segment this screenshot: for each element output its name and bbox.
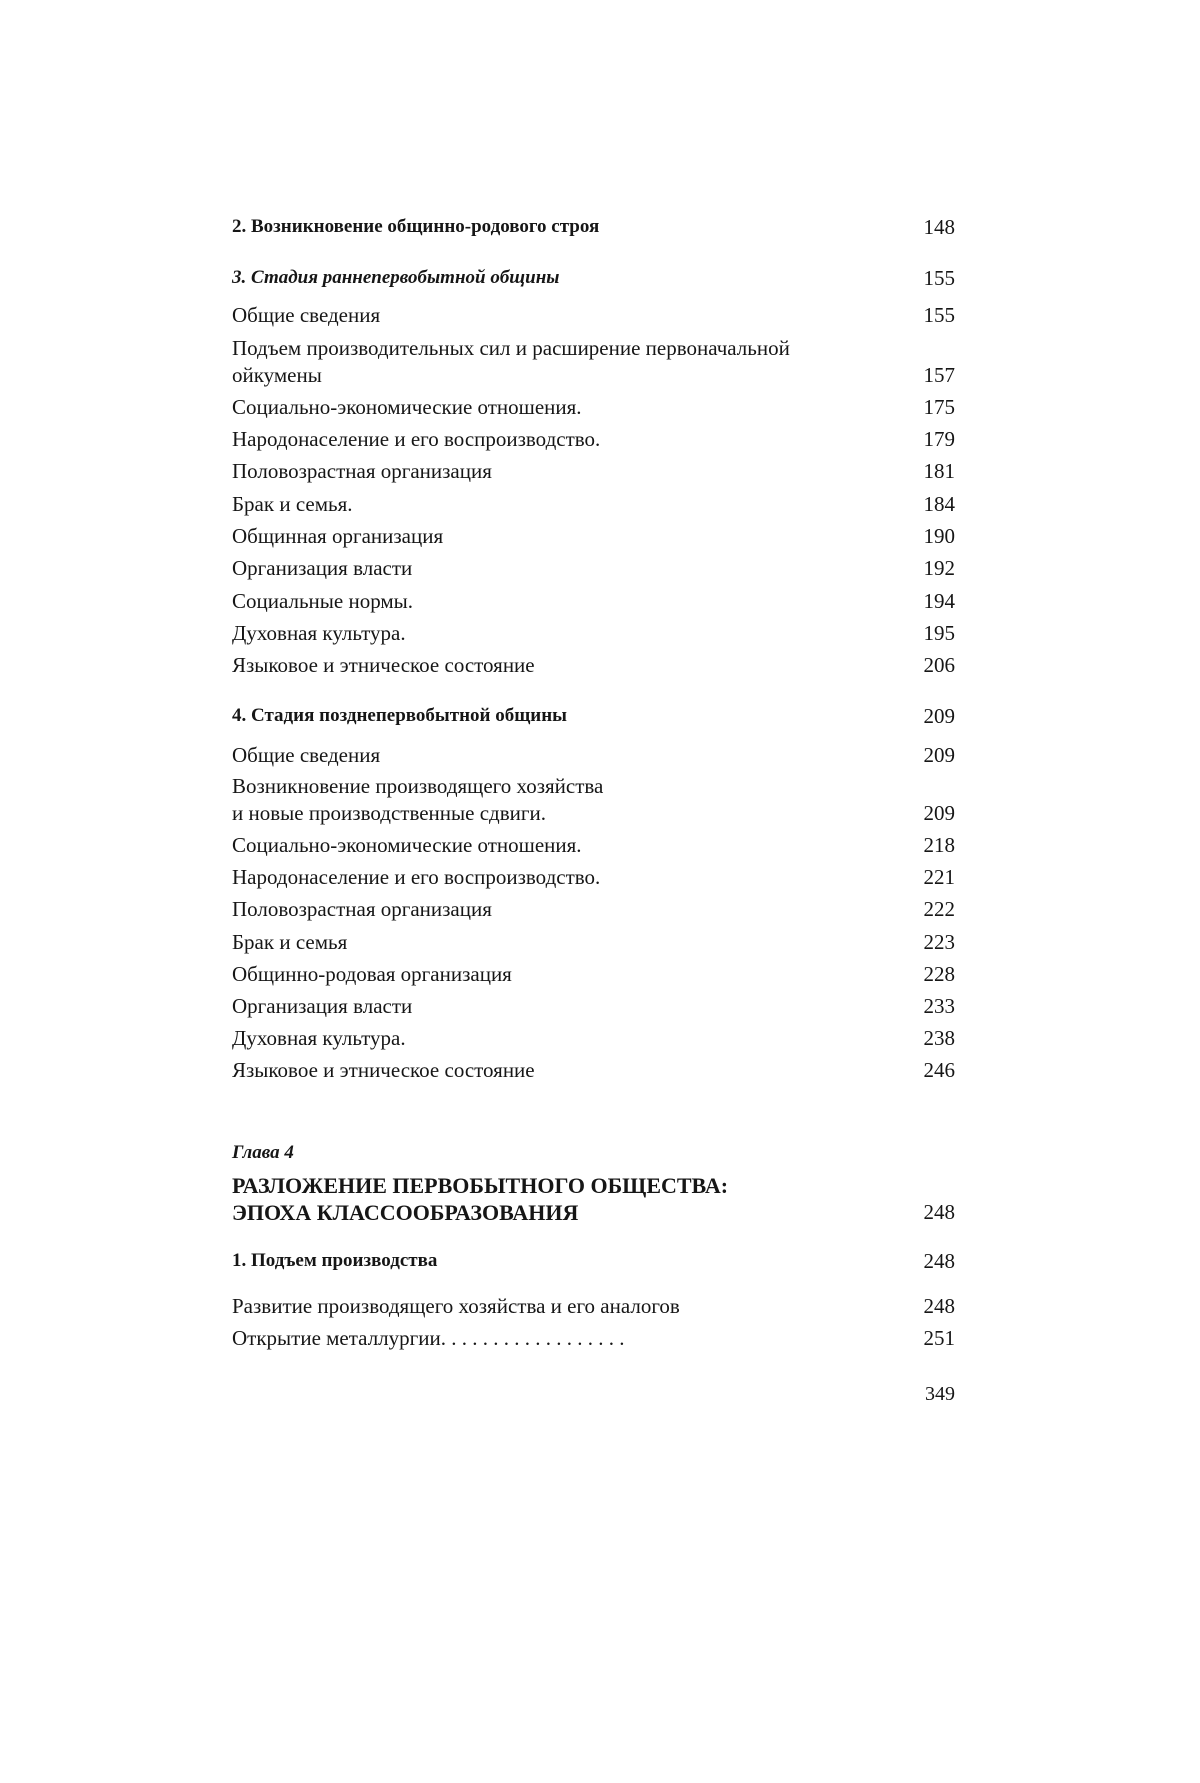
entry-title: Брак и семья. [232,492,353,516]
entry-title: Организация власти [232,994,413,1018]
section-number: 4. [232,705,247,726]
entry-title: Общие сведения [232,743,381,767]
entry-title: Организация власти [232,556,413,580]
page-ref: 194 [923,589,955,613]
section-heading [232,705,567,727]
section-heading [232,216,599,238]
page-ref: 190 [923,524,955,548]
page-ref: 248 [923,1294,955,1318]
page-ref: 184 [923,492,955,516]
page-ref: 148 [923,215,955,239]
entry-title: Социальные нормы. [232,589,414,613]
page-ref: 218 [923,833,955,857]
page-ref: 209 [923,704,955,728]
entry-title: Половозрастная организация [232,897,492,921]
section-title: Стадия раннепервобытной общины [251,267,560,288]
section-title: Стадия позднепервобытной общины [251,705,568,726]
entry-title: Социально-экономические отношения. [232,833,582,857]
entry-title: Общинная организация [232,524,444,548]
page-ref: 248 [923,1200,955,1224]
page-ref: 155 [923,266,955,290]
entry-title: Социально-экономические отношения. [232,395,582,419]
page-ref: 248 [923,1249,955,1273]
entry-title: Языковое и этническое состояние [232,1058,535,1082]
page-ref: 175 [923,395,955,419]
entry-title: Развитие производящего хозяйства и его аналогов [232,1294,680,1318]
page-ref: 206 [923,653,955,677]
page-ref: 233 [923,994,955,1018]
entry-title-line: Подъем производительных сил и расширение первоначальной [232,336,790,360]
page-ref: 209 [923,743,955,767]
section-heading [232,1250,437,1272]
page-ref: 228 [923,962,955,986]
page-ref: 195 [923,621,955,645]
chapter-title-line: РАЗЛОЖЕНИЕ ПЕРВОБЫТНОГО ОБЩЕСТВА: [232,1173,729,1198]
page-ref: 179 [923,427,955,451]
page-ref: 192 [923,556,955,580]
entry-title: Общие сведения [232,303,381,327]
section-title: Подъем производства [251,1250,438,1271]
section-number: 1. [232,1250,247,1271]
page-ref: 246 [923,1058,955,1082]
page-number: 349 [925,1383,955,1405]
entry-title: Духовная культура. [232,621,406,645]
chapter-label: Глава 4 [232,1142,294,1163]
section-heading [232,267,559,289]
page-ref: 238 [923,1026,955,1050]
section-number: 2. [232,216,247,237]
page-ref: 223 [923,930,955,954]
page-ref: 181 [923,459,955,483]
page-ref: 251 [923,1326,955,1350]
entry-title: Народонаселение и его воспроизводство. [232,427,601,451]
entry-title-line: Возникновение производящего хозяйства [232,774,604,798]
chapter-title-line: ЭПОХА КЛАССООБРАЗОВАНИЯ [232,1200,579,1225]
entry-title: Половозрастная организация [232,459,492,483]
page-ref: 221 [923,865,955,889]
entry-title: Языковое и этническое состояние [232,653,535,677]
entry-title: Народонаселение и его воспроизводство. [232,865,601,889]
page-ref: 157 [923,363,955,387]
entry-title-line: ойкумены [232,363,322,387]
entry-title: Брак и семья [232,930,348,954]
page-ref: 209 [923,801,955,825]
section-title: Возникновение общинно-родового строя [251,216,600,237]
entry-title: Общинно-родовая организация [232,962,512,986]
page-ref: 155 [923,303,955,327]
page-ref: 222 [923,897,955,921]
entry-title: Открытие металлургии. . . . . . . . . . . . . . . . . . [232,1326,625,1350]
entry-title-line: и новые производственные сдвиги. [232,801,546,825]
entry-title: Духовная культура. [232,1026,406,1050]
section-number: 3. [232,267,247,288]
